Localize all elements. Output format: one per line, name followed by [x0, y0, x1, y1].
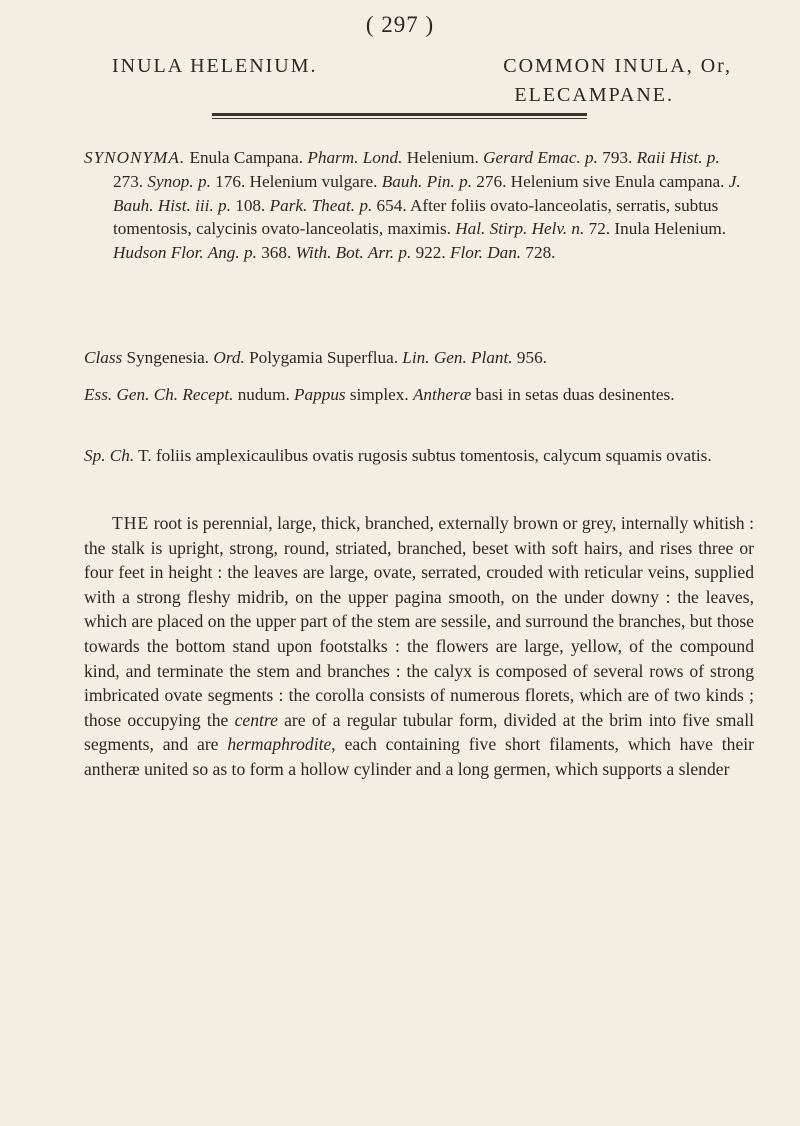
description-block — [84, 511, 754, 782]
specific-character-label: Sp. Ch. — [84, 446, 135, 465]
header-common-line1: COMMON INULA, Or, — [503, 55, 732, 77]
specific-character-paragraph: Sp. Ch. T. foliis amplexicaulibus ovatis rugosis subtus tomentosis, calycum squamis ovatis. — [84, 446, 712, 465]
class-paragraph: Class Syngenesia. Ord. Polygamia Superflua. Lin. Gen. Plant. 956. — [84, 348, 547, 367]
synonyma-paragraph: SYNONYMA. Enula Campana. Pharm. Lond. Helenium. Gerard Emac. p. 793. Raii Hist. p. 273. Synop. p. 176. Helenium vulgare. Bauh. Pin. p. 276. Helenium sive Enula campana. J. Bauh. Hist. iii. p. 108. Park. Theat. p. 654. After foliis ovato-lanceolatis, serratis, subtus tomentosis, calycinis ovato-lanceolatis, maximis. Hal. Stirp. Helv. n. 72. Inula Helenium. Hudson Flor. Ang. p. 368. With. Bot. Arr. p. 922. Flor. Dan. 728. — [84, 148, 741, 263]
header-common-name — [503, 52, 732, 110]
description-lead-word: THE — [112, 513, 150, 533]
header-rule-thin — [212, 118, 587, 119]
essential-character-label: Ess. Gen. Ch. Recept. — [84, 385, 234, 404]
class-block — [84, 346, 754, 370]
page-number: ( 297 ) — [365, 12, 435, 37]
running-header — [112, 52, 732, 110]
header-common-line2: ELECAMPANE. — [514, 84, 674, 106]
header-latin-name: INULA HELENIUM. — [112, 55, 318, 77]
class-label: Class — [84, 348, 123, 367]
synonyma-label: SYNONYMA. — [84, 148, 186, 167]
essential-character-paragraph: Ess. Gen. Ch. Recept. nudum. Pappus simplex. Antheræ basi in setas duas desinentes. — [84, 385, 675, 404]
specific-character-block — [84, 444, 754, 468]
synonyma-block — [84, 146, 754, 265]
header-rule-thick — [212, 113, 587, 116]
essential-character-block — [84, 383, 754, 407]
description-paragraph: THE root is perennial, large, thick, branched, externally brown or grey, internally whitish : the stalk is upright, strong, round, striated, branched, beset with soft hairs, and rises three or four feet in height : the leaves are large, ovate, serrated, crouded with reticular veins, supplied with a strong fleshy midrib, on the upper pagina smooth, on the under downy : the leaves, which are placed on the upper part of the stem are sessile, and surround the branches, but those towards the bottom stand upon footstalks : the flowers are large, yellow, of the compound kind, and terminate the stem and branches : the calyx is composed of several rows of strong imbricated ovate segments : the corolla consists of numerous florets, which are of two kinds ; those occupying the centre are of a regular tubular form, divided at the brim into five small segments, and are hermaphrodite, each containing five short filaments, which have their antheræ united so as to form a hollow cylinder and a long germen, which supports a slender — [84, 513, 755, 779]
